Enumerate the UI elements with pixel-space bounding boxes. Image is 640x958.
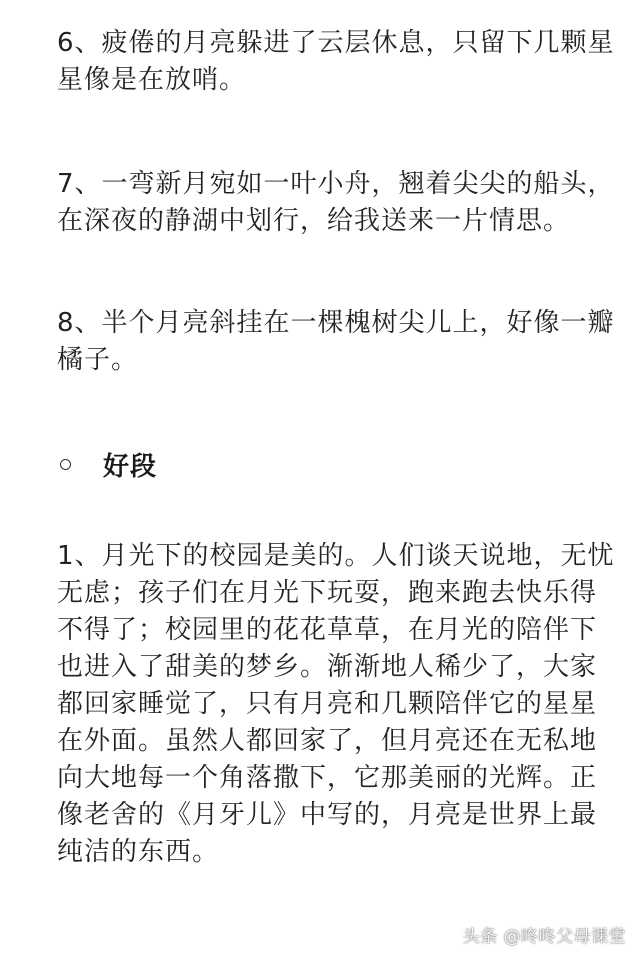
text-line: 1、月光下的校园是美的。人们谈天说地，无忧	[57, 541, 615, 571]
text-line: 像老舍的《月牙儿》中写的，月亮是世界上最	[57, 800, 598, 830]
sentence-item-6	[57, 25, 615, 99]
paragraph-item-1	[57, 538, 615, 871]
text-line: 不得了；校园里的花花草草，在月光的陪伴下	[57, 615, 598, 645]
text-line: 8、半个月亮斜挂在一棵槐树尖儿上，好像一瓣	[57, 308, 615, 338]
text-line: 7、一弯新月宛如一叶小舟，翘着尖尖的船头，	[57, 169, 615, 199]
text-line: 星像是在放哨。	[57, 65, 247, 95]
text-line: 也进入了甜美的梦乡。渐渐地人稀少了，大家	[57, 652, 598, 682]
section-title: 好段	[103, 452, 158, 482]
sentence-item-8	[57, 305, 615, 379]
text-line: 无虑；孩子们在月光下玩耍，跑来跑去快乐得	[57, 578, 598, 608]
text-line: 都回家睡觉了，只有月亮和几颗陪伴它的星星	[57, 689, 598, 719]
watermark: 头条 @咚咚父母课堂	[462, 927, 626, 947]
text-line: 橘子。	[57, 345, 139, 375]
text-line: 向大地每一个角落撒下，它那美丽的光辉。正	[57, 763, 598, 793]
text-line: 纯洁的东西。	[57, 837, 220, 867]
circle-bullet-icon	[60, 459, 71, 470]
text-line: 6、疲倦的月亮躲进了云层休息，只留下几颗星	[57, 28, 615, 58]
text-line: 在深夜的静湖中划行，给我送来一片情思。	[57, 206, 571, 236]
text-line: 在外面。虽然人都回家了，但月亮还在无私地	[57, 726, 598, 756]
sentence-item-7	[57, 166, 615, 240]
section-heading	[57, 446, 157, 483]
